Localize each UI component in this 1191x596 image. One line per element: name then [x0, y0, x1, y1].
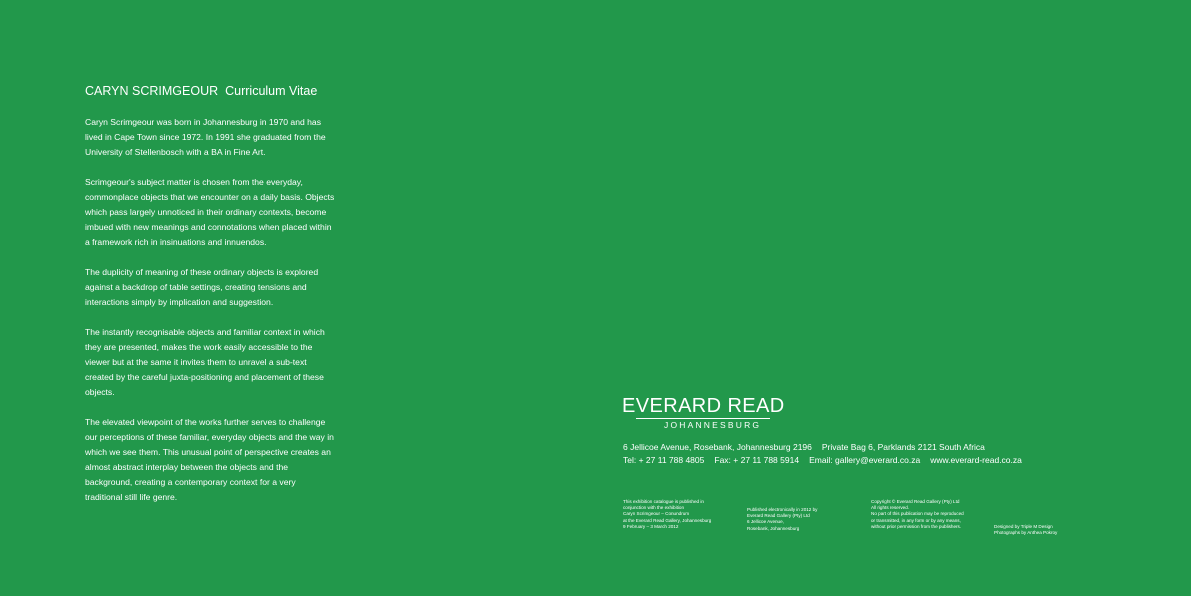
gallery-logo	[622, 395, 802, 431]
fine-line: without prior permission from the publishers.	[871, 523, 962, 529]
address-line	[623, 441, 1022, 454]
fine-line: conjunction with the exhibition	[623, 505, 685, 511]
cv-paragraph-5: The elevated viewpoint of the works further serves to challenge our perceptions of these familiar, everyday objects and the way in which we see them. This unusual point of perspective creates an almost abstract interplay between the objects and the background, creating a contemporary context for a very traditional still life genre.	[85, 417, 334, 502]
fine-line: Photographs by Anthea Pokroy	[994, 530, 1058, 536]
fine-line: Caryn Scrimgeour – Conundrum	[623, 511, 690, 517]
fine-line: or transmitted, in any form or by any means,	[871, 517, 961, 523]
fine-line: 6 Jellicoe Avenue,	[747, 519, 784, 525]
fine-line: All rights reserved.	[871, 505, 910, 511]
cv-paragraph-1: Caryn Scrimgeour was born in Johannesburg in 1970 and has lived in Cape Town since 1972. In 1991 she graduated from the University of Stellenbosch with a BA in Fine Art.	[85, 117, 326, 157]
fax: Fax: + 27 11 788 5914	[714, 454, 800, 465]
design-credits	[994, 524, 1057, 536]
telephone: Tel: + 27 11 788 4805	[623, 454, 705, 465]
publisher-note	[747, 507, 817, 532]
logo-wordmark: EVERARD READ	[622, 395, 785, 417]
cv-paragraph-4: The instantly recognisable objects and familiar context in which they are presented, makes the work easily accessible to the viewer but at the same it invites them to unravel a sub-text created by the careful juxta-positioning and placement of these objects.	[85, 327, 325, 397]
fine-line: Copyright © Everard Read Gallery (Pty) Ltd	[871, 499, 960, 504]
fine-line: 9 February – 3 March 2012	[623, 523, 679, 529]
fine-line: Designed by Triple M Design	[994, 524, 1053, 529]
postal-address: Private Bag 6, Parklands 2121 South Africa	[821, 442, 985, 452]
email-link[interactable]: Email: gallery@everard.co.za	[809, 454, 921, 465]
artist-name: CARYN SCRIMGEOUR	[85, 84, 219, 98]
fine-line: This exhibition catalogue is published in	[623, 499, 704, 504]
street-address: 6 Jellicoe Avenue, Rosebank, Johannesburg 2196	[623, 442, 812, 452]
contact-line	[623, 454, 1022, 467]
fine-line: Published electronically in 2012 by	[747, 507, 818, 512]
copyright-note	[871, 499, 964, 530]
cv-section	[85, 84, 335, 520]
fine-line: No part of this publication may be reproduced	[871, 511, 964, 517]
fine-line: Everard Read Gallery (Pty) Ltd	[747, 513, 810, 519]
cv-title	[85, 84, 335, 99]
fine-line: Rosebank, Johannesburg	[747, 525, 800, 531]
cv-paragraph-3: The duplicity of meaning of these ordinary objects is explored against a backdrop of table settings, creating tensions and interactions simply by implication and suggestion.	[85, 267, 319, 307]
cv-heading: Curriculum Vitae	[225, 84, 318, 98]
website-link[interactable]: www.everard-read.co.za	[930, 454, 1022, 465]
fine-line: at the Everard Read Gallery, Johannesburg	[623, 517, 712, 523]
logo-city: JOHANNESBURG	[664, 420, 762, 430]
cv-paragraph-2: Scrimgeour's subject matter is chosen from the everyday, commonplace objects that we encounter on a daily basis. Objects which pass largely unnoticed in their ordinary contexts, become imbued with new meanings and connotations when placed within a framework rich in insinuations and innuendos.	[85, 177, 335, 247]
catalogue-note	[623, 499, 711, 530]
contact-block	[623, 441, 1022, 466]
